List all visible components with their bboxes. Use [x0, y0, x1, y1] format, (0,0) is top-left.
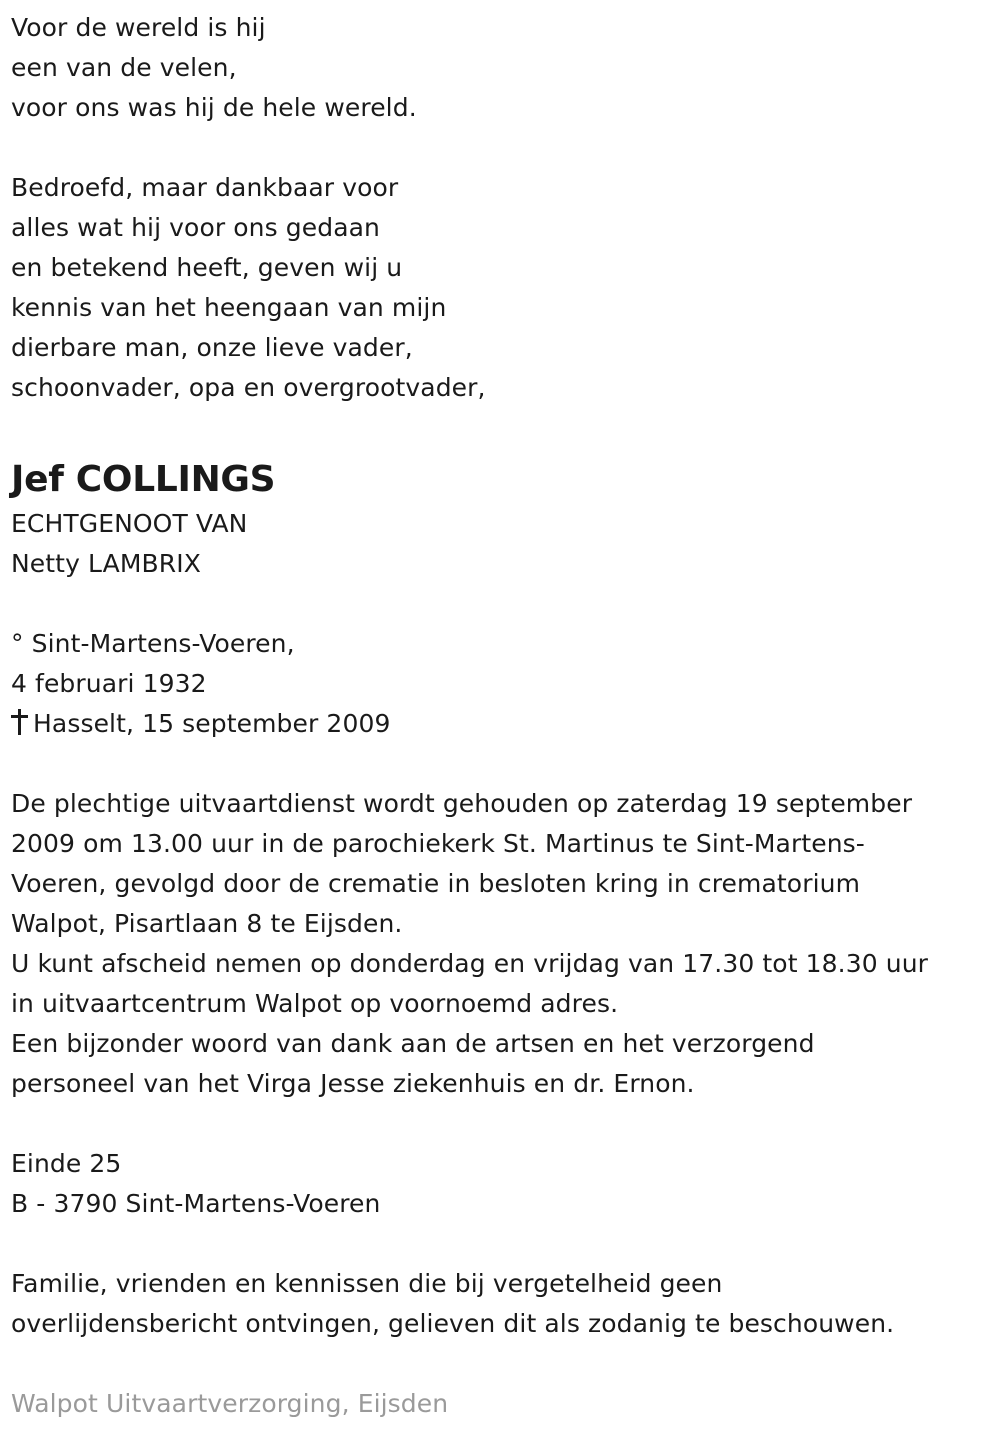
intro-text	[11, 168, 1000, 408]
spacer	[11, 408, 1000, 456]
notice-line: Familie, vrienden en kennissen die bij vergetelheid geen	[11, 1269, 723, 1298]
death-line	[11, 704, 1000, 744]
spouse-label: ECHTGENOOT VAN	[11, 509, 248, 538]
spacer	[11, 1344, 1000, 1384]
intro-line: alles wat hij voor ons gedaan	[11, 213, 380, 242]
service-line: 2009 om 13.00 uur in de parochiekerk St. Martinus te Sint-Martens-	[11, 829, 865, 858]
service-line: personeel van het Virga Jesse ziekenhuis en dr. Ernon.	[11, 1069, 695, 1098]
poem	[11, 8, 1000, 128]
intro-line: Bedroefd, maar dankbaar voor	[11, 173, 399, 202]
service-line: Voeren, gevolgd door de crematie in besloten kring in crematorium	[11, 869, 861, 898]
birth-place: ° Sint-Martens-Voeren,	[11, 629, 295, 658]
death-text: Hasselt, 15 september 2009	[33, 709, 391, 738]
deceased-block	[11, 456, 1000, 584]
address-line: B - 3790 Sint-Martens-Voeren	[11, 1189, 381, 1218]
service-line: in uitvaartcentrum Walpot op voornoemd adres.	[11, 989, 619, 1018]
poem-line: een van de velen,	[11, 53, 237, 82]
intro-line: en betekend heeft, geven wij u	[11, 253, 403, 282]
funeral-home-footer: Walpot Uitvaartverzorging, Eijsden	[11, 1389, 449, 1418]
service-line: U kunt afscheid nemen op donderdag en vrijdag van 17.30 tot 18.30 uur	[11, 949, 929, 978]
spouse-name: Netty LAMBRIX	[11, 549, 201, 578]
intro-line: schoonvader, opa en overgrootvader,	[11, 373, 486, 402]
intro-line: kennis van het heengaan van mijn	[11, 293, 447, 322]
notice-line: overlijdensbericht ontvingen, gelieven dit als zodanig te beschouwen.	[11, 1309, 895, 1338]
poem-line: Voor de wereld is hij	[11, 13, 266, 42]
spacer	[11, 1104, 1000, 1144]
service-text	[11, 784, 1000, 1104]
poem-line: voor ons was hij de hele wereld.	[11, 93, 417, 122]
service-line: De plechtige uitvaartdienst wordt gehouden op zaterdag 19 september	[11, 789, 913, 818]
spacer	[11, 128, 1000, 168]
spacer	[11, 1224, 1000, 1264]
notice-text	[11, 1264, 1000, 1344]
address-line: Einde 25	[11, 1149, 122, 1178]
spacer	[11, 744, 1000, 784]
intro-line: dierbare man, onze lieve vader,	[11, 333, 413, 362]
cross-icon	[11, 709, 27, 735]
address-block	[11, 1144, 1000, 1224]
dates-block	[11, 624, 1000, 744]
service-line: Walpot, Pisartlaan 8 te Eijsden.	[11, 909, 403, 938]
deceased-name: Jef COLLINGS	[11, 459, 276, 500]
service-line: Een bijzonder woord van dank aan de artsen en het verzorgend	[11, 1029, 815, 1058]
spacer	[11, 584, 1000, 624]
birth-date: 4 februari 1932	[11, 669, 207, 698]
